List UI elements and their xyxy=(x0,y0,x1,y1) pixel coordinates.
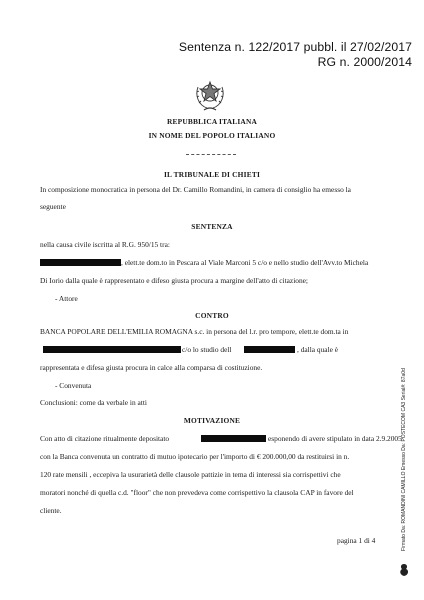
attore-label: - Attore xyxy=(55,294,78,303)
causa-line: nella causa civile iscritta al R.G. 950/15 tra: xyxy=(40,240,170,249)
digital-signature-text: Firmato Da: ROMANDINI CAMILLO Emesso Da: POSTECOM CA3 Serial#: 87a0d xyxy=(401,368,407,552)
motivazione-line-5: cliente. xyxy=(40,506,62,515)
intro-line-1: In composizione monocratica in persona del Dr. Camillo Romandini, in camera di consiglio ha emesso la xyxy=(40,185,351,194)
motivazione-line-2: con la Banca convenuta un contratto di mutuo ipotecario per l'importo di € 200.000,00 da restituirsi in n. xyxy=(40,452,350,461)
redacted-address xyxy=(43,346,181,353)
motivazione-line-4: moratori nonché di quella c.d. "floor" che non prevedeva come corrispettivo la clausola CAP in favore del xyxy=(40,488,354,497)
signature-logo-icon xyxy=(398,563,410,577)
bank-line-3: rappresentata e difesa giusta procura in calce alla comparsa di costituzione. xyxy=(40,363,263,372)
intro-line-2: seguente xyxy=(40,202,66,211)
republic-heading: REPUBBLICA ITALIANA xyxy=(166,117,258,126)
page-number: pagina 1 di 4 xyxy=(337,536,376,545)
separator-line xyxy=(186,154,236,155)
bank-line-2a: c/o lo studio dell xyxy=(182,345,232,354)
party1-line-b: Di Iorio dalla quale è rappresentato e difeso giusta procura a margine dell'atto di citazione; xyxy=(40,276,308,285)
redacted-date xyxy=(201,435,266,442)
party1-line-a: , elett.te dom.to in Pescara al Viale Marconi 5 c/o e nello studio dell'Avv.to Michela xyxy=(121,258,369,267)
rg-number: RG n. 2000/2014 xyxy=(317,55,412,69)
publication-stamp: Sentenza n. 122/2017 pubbl. il 27/02/2017 xyxy=(178,40,412,54)
tribunal-heading: IL TRIBUNALE DI CHIETI xyxy=(163,170,261,179)
conclusioni-line: Conclusioni: come da verbale in atti xyxy=(40,398,147,407)
convenuta-label: - Convenuta xyxy=(55,381,92,390)
italian-emblem-icon xyxy=(193,77,227,113)
contro-heading: CONTRO xyxy=(195,311,229,320)
bank-line-1: BANCA POPOLARE DELL'EMILIA ROMAGNA s.c. in persona del l.r. pro tempore, elett.te dom.ta in xyxy=(40,327,349,336)
redacted-name-1 xyxy=(40,259,121,266)
motivazione-line-1b: esponendo di avere stipulato in data 2.9.2005 xyxy=(268,434,402,443)
motivazione-line-1a: Con atto di citazione ritualmente depositato xyxy=(40,434,170,443)
redacted-lawyer xyxy=(244,346,295,353)
motivazione-line-3: 120 rate mensili , eccepiva la usurarietà delle clausole pattizie in tema di interessi sia corrispettivi che xyxy=(40,470,341,479)
sentenza-heading: SENTENZA xyxy=(191,222,233,231)
bank-line-2b: , dalla quale è xyxy=(297,345,339,354)
people-heading: IN NOME DEL POPOLO ITALIANO xyxy=(148,131,276,140)
motivazione-heading: MOTIVAZIONE xyxy=(183,416,241,425)
